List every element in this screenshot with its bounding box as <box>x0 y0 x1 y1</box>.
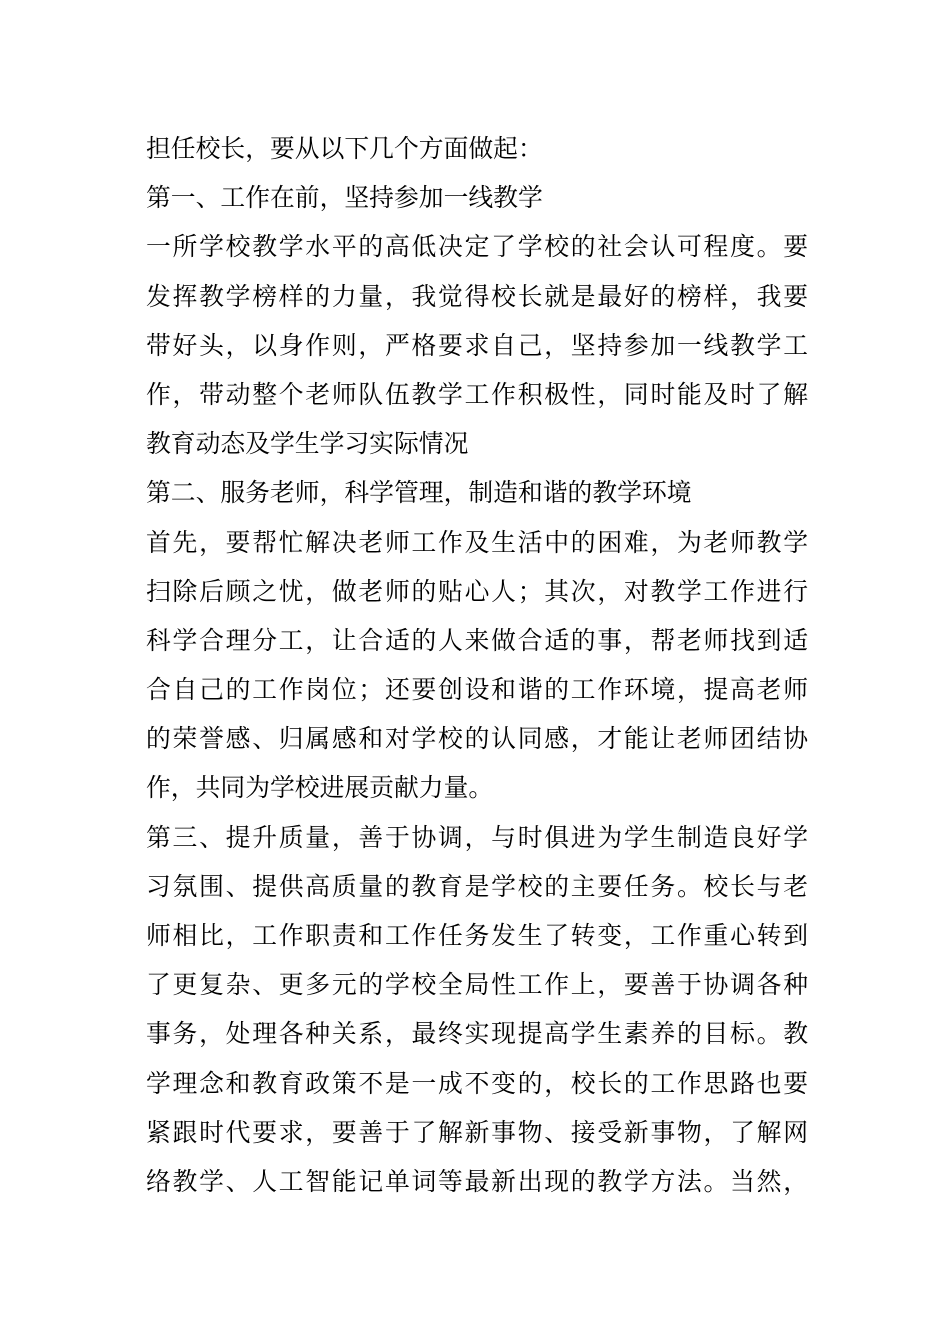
text-line-11: 科学合理分工，让合适的人来做合适的事，帮老师找到适 <box>146 625 808 655</box>
text-line-13: 的荣誉感、归属感和对学校的认同感，才能让老师团结协 <box>146 724 808 754</box>
section-heading-1: 第一、工作在前，坚持参加一线教学 <box>146 183 543 213</box>
text-line-17: 师相比，工作职责和工作任务发生了转变，工作重心转到 <box>146 921 808 950</box>
text-line-1: 担任校长，要从以下几个方面做起： <box>146 134 543 163</box>
text-line-14: 作，共同为学校进展贡献力量。 <box>146 773 494 803</box>
text-line-19: 事务，处理各种关系，最终实现提高学生素养的目标。教 <box>146 1019 808 1049</box>
text-line-7: 教育动态及学生学习实际情况 <box>146 429 469 459</box>
text-line-12: 合自己的工作岗位；还要创设和谐的工作环境，提高老师 <box>146 675 808 705</box>
text-line-6: 作，带动整个老师队伍教学工作积极性，同时能及时了解 <box>146 379 808 409</box>
document-page <box>146 124 808 1206</box>
text-line-3: 一所学校教学水平的高低决定了学校的社会认可程度。要 <box>146 232 808 262</box>
text-line-22: 络教学、人工智能记单词等最新出现的教学方法。当然， <box>146 1166 808 1196</box>
section-heading-3: 第三、提升质量，善于协调，与时俱进为学生制造良好学 <box>146 822 808 852</box>
text-line-16: 习氛围、提供高质量的教育是学校的主要任务。校长与老 <box>146 871 808 901</box>
text-line-21: 紧跟时代要求，要善于了解新事物、接受新事物，了解网 <box>146 1117 808 1147</box>
text-line-10: 扫除后顾之忧，做老师的贴心人；其次，对教学工作进行 <box>146 576 808 606</box>
text-line-20: 学理念和教育政策不是一成不变的，校长的工作思路也要 <box>146 1068 808 1098</box>
text-line-18: 了更复杂、更多元的学校全局性工作上，要善于协调各种 <box>146 970 808 1000</box>
section-heading-2: 第二、服务老师，科学管理，制造和谐的教学环境 <box>146 478 692 508</box>
text-line-9: 首先，要帮忙解决老师工作及生活中的困难，为老师教学 <box>146 527 808 557</box>
text-line-4: 发挥教学榜样的力量，我觉得校长就是最好的榜样，我要 <box>146 281 808 311</box>
text-line-5: 带好头，以身作则，严格要求自己，坚持参加一线教学工 <box>146 330 808 360</box>
